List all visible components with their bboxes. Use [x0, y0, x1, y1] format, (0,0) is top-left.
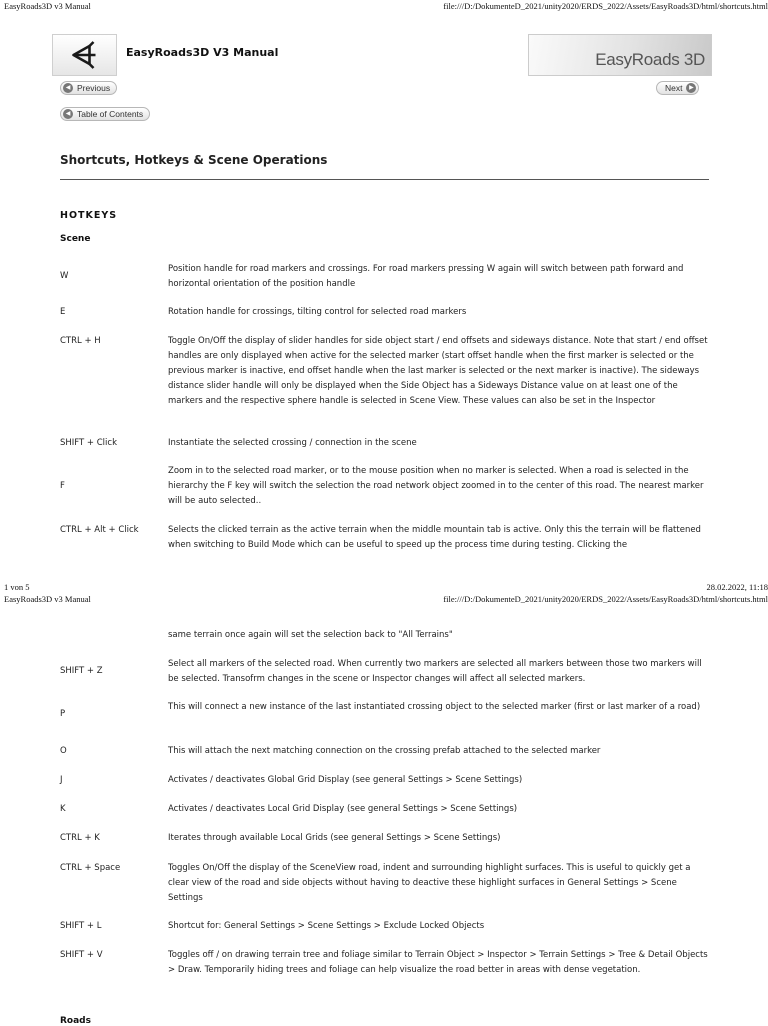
shortcut-description: Shortcut for: General Settings > Scene Settings > Exclude Locked Objects	[168, 921, 485, 931]
toc-label: Table of Contents	[77, 109, 144, 119]
shortcut-description: Toggles On/Off the display of the SceneView road, indent and surrounding highlight surfaces. This is useful to quickly get a clear view of the road and side objects without having to deactive these highlight surfaces in General Settings > Scene Settings	[168, 863, 691, 903]
shortcut-key: W	[60, 271, 69, 281]
shortcut-description: Activates / deactivates Global Grid Display (see general Settings > Scene Settings)	[168, 775, 523, 785]
chevron-left-icon: ◀	[63, 109, 73, 119]
previous-label: Previous	[77, 83, 111, 93]
shortcut-key: SHIFT + Z	[60, 666, 103, 676]
chevron-left-icon: ◀	[63, 83, 73, 93]
shortcut-key: SHIFT + L	[60, 921, 102, 931]
title-divider	[60, 179, 709, 180]
shortcut-description: Toggle On/Off the display of slider handles for side object start / end offsets and sideways distance. Note that start / end offset handles are only displayed when active for the selected marker (start offset handle when the first marker is selected or the previous marker is inactive, end offset handle when the last marker is selected or the next marker is inactive). The sideways distance slider handle will only be displayed when the Side Object has a Sideways Distance value on at least one of the markers and the respective sphere handle is selected in Scene View. These values can also be set in the Inspector	[168, 336, 708, 406]
brand-logo-text: EasyRoads 3D	[595, 50, 705, 69]
shortcut-description: This will connect a new instance of the last instantiated crossing object to the selected marker (first or last marker of a road)	[168, 702, 701, 712]
shortcut-key: K	[60, 804, 66, 814]
logo-box	[52, 34, 117, 76]
shortcut-description: This will attach the next matching connection on the crossing prefab attached to the selected marker	[168, 746, 601, 756]
print-header-left: EasyRoads3D v3 Manual	[4, 594, 91, 604]
shortcut-description: Rotation handle for crossings, tilting control for selected road markers	[168, 307, 467, 317]
print-footer-left: 1 von 5	[4, 582, 30, 592]
shortcut-key: CTRL + Alt + Click	[60, 525, 139, 535]
shortcut-key: O	[60, 746, 67, 756]
scene-subheading: Scene	[60, 234, 91, 244]
print-footer-right: 28.02.2022, 11:18	[706, 582, 768, 592]
print-header-right: file:///D:/DokumenteD_2021/unity2020/ERDS_2022/Assets/EasyRoads3D/html/shortcuts.html	[443, 594, 768, 604]
shortcut-key: SHIFT + V	[60, 950, 103, 960]
shortcut-key: P	[60, 709, 66, 719]
shortcut-description: Select all markers of the selected road. When currently two markers are selected all markers between those two markers will be selected. Transofrm changes in the scene or Inspector changes will affect all selected markers.	[168, 659, 702, 684]
shortcut-description: Selects the clicked terrain as the active terrain when the middle mountain tab is active. Only this the terrain will be flattened when switching to Build Mode which can be useful to speed up the process time during testing. Clicking the	[168, 525, 701, 550]
shortcut-description: Activates / deactivates Local Grid Display (see general Settings > Scene Settings)	[168, 804, 518, 814]
shortcut-key: CTRL + K	[60, 833, 100, 843]
shortcut-description: Zoom in to the selected road marker, or to the mouse position when no marker is selected. When a road is selected in the hierarchy the F key will switch the selection the road network object zoomed in to the center of this road. The nearest marker will be auto selected..	[168, 466, 704, 506]
brand-banner	[528, 34, 712, 76]
shortcut-description: same terrain once again will set the selection back to "All Terrains"	[168, 630, 453, 640]
shortcut-description: Iterates through available Local Grids (see general Settings > Scene Settings)	[168, 833, 501, 843]
table-of-contents-button[interactable]	[60, 107, 150, 121]
shortcut-key: CTRL + Space	[60, 863, 121, 873]
shortcut-description: Toggles off / on drawing terrain tree and foliage similar to Terrain Object > Inspector > Terrain Settings > Tree & Detail Objects > Draw. Temporarily hiding trees and foliage can help visualize the road better in areas with dense vegetation.	[168, 950, 708, 975]
shortcut-key: SHIFT + Click	[60, 438, 118, 448]
shortcut-key: CTRL + H	[60, 336, 101, 346]
shortcut-key: E	[60, 307, 66, 317]
shortcut-description: Instantiate the selected crossing / connection in the scene	[168, 438, 417, 448]
hotkeys-heading: HOTKEYS	[60, 210, 118, 221]
roads-subheading: Roads	[60, 1016, 91, 1026]
previous-button[interactable]	[60, 81, 117, 95]
unity-logo-icon	[53, 35, 116, 75]
shortcut-key: F	[60, 481, 65, 491]
page-title: Shortcuts, Hotkeys & Scene Operations	[60, 153, 328, 167]
manual-title: EasyRoads3D V3 Manual	[126, 46, 279, 59]
chevron-right-icon: ▶	[686, 83, 696, 93]
print-header-left: EasyRoads3D v3 Manual	[4, 1, 91, 11]
shortcut-key: J	[60, 775, 63, 785]
next-label: Next	[665, 83, 683, 93]
print-header-right: file:///D:/DokumenteD_2021/unity2020/ERDS_2022/Assets/EasyRoads3D/html/shortcuts.html	[443, 1, 768, 11]
shortcut-description: Position handle for road markers and crossings. For road markers pressing W again will switch between path forward and horizontal orientation of the position handle	[168, 264, 684, 289]
next-button[interactable]	[656, 81, 699, 95]
